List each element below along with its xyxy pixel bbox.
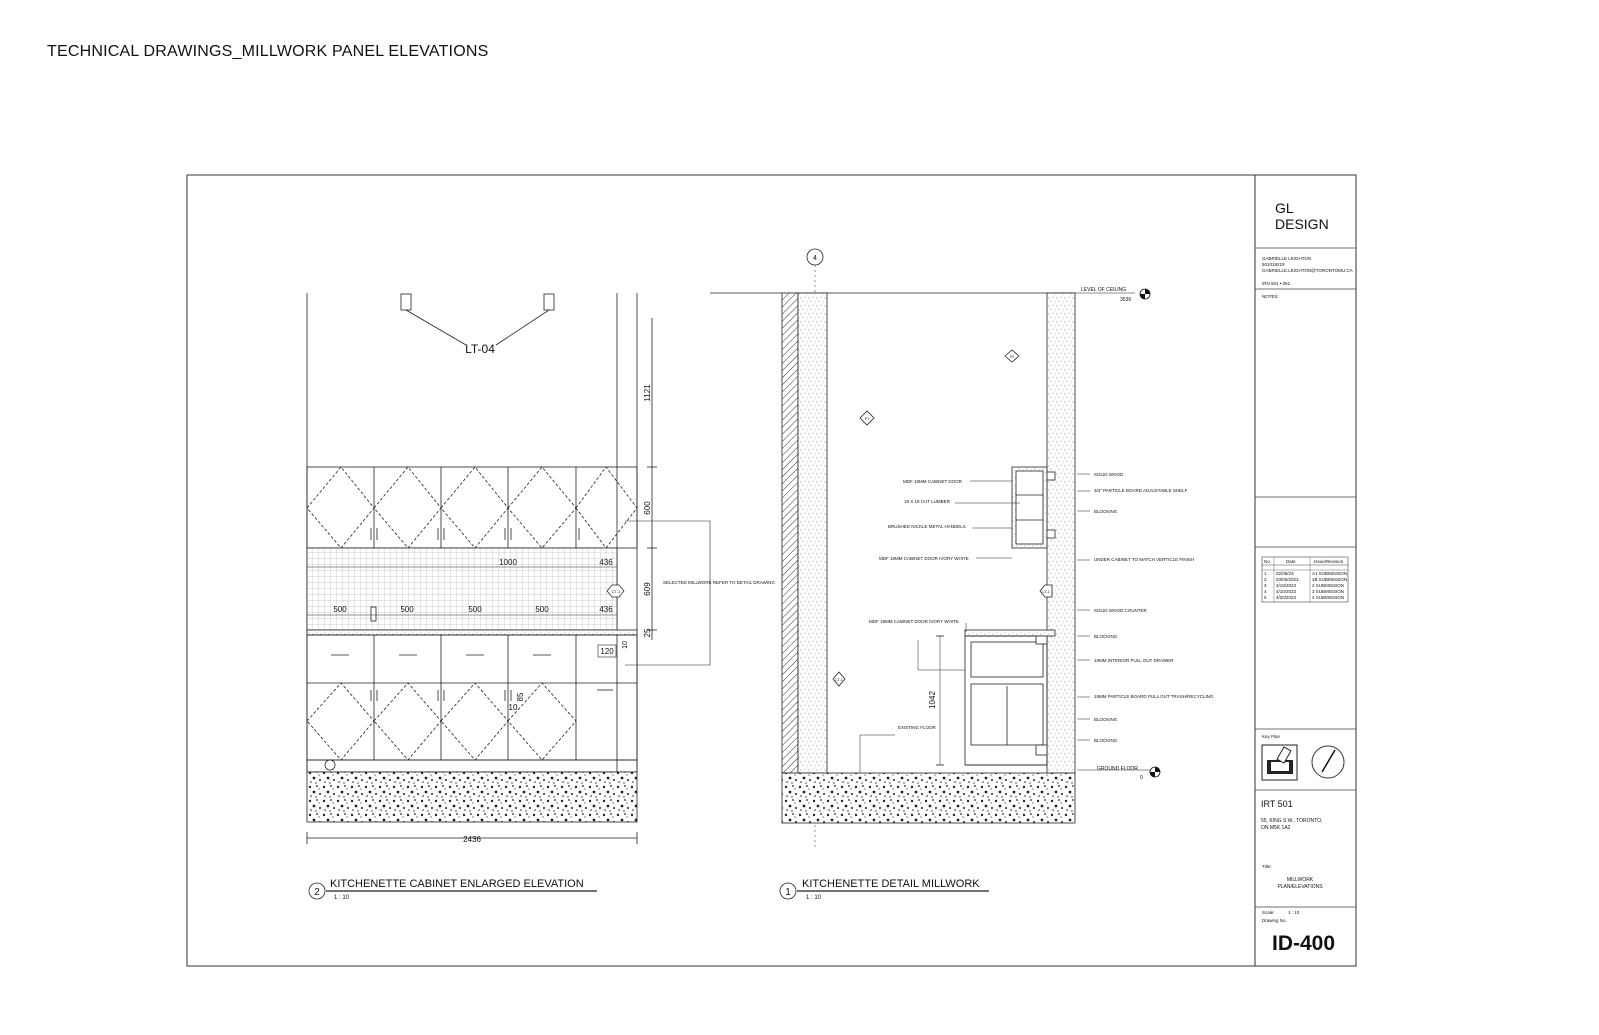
dim-25: 25 [643, 628, 652, 638]
callout-right: BLOCKING [1094, 738, 1118, 743]
rev-cell: 3 SUBMISSION [1312, 589, 1345, 594]
key-plan-icon [1262, 745, 1297, 780]
dim-436-bottom: 436 [599, 605, 613, 614]
rev-cell: 1 [1264, 571, 1267, 576]
callout-right: SOLID WOOD COUNTER [1094, 608, 1147, 613]
tag-ct1: CT-1 [1042, 590, 1050, 594]
elevation-title: KITCHENETTE DETAIL MILLWORK [802, 878, 980, 890]
dim-120: 120 [600, 647, 614, 656]
rev-cell: 3 [1264, 583, 1267, 588]
dim-1042: 1042 [928, 691, 937, 709]
notes-label: NOTES: [1262, 294, 1279, 299]
rev-cell: A1 SUBMISSION [1312, 571, 1348, 576]
dim-500: 500 [468, 605, 482, 614]
elevation-title: KITCHENETTE CABINET ENLARGED ELEVATION [330, 878, 584, 890]
callout-left: 19 X 19 CUT LUMBER [904, 499, 950, 504]
course-code: IRN 501 • 051 [1262, 281, 1291, 286]
dim-1121: 1121 [643, 384, 652, 402]
callout-left: MDF 19MM CABINET DOOR IVORY WHITE [879, 556, 969, 561]
drawing-title-line1: MILLWORK [1286, 877, 1314, 883]
revisions-table [1262, 557, 1348, 602]
callout-left: MDF 19MM CABINET DOOR IVORY WHITE [869, 619, 959, 624]
dim-500: 500 [333, 605, 347, 614]
dim-10: 10 [622, 641, 629, 649]
dim-1000: 1000 [499, 558, 517, 567]
callout-left: BRUSHED NICKLE METAL HANDELS [888, 524, 966, 529]
scale-label: Scale: [1262, 910, 1275, 915]
tag-ct1-lower: CT-1 [835, 678, 843, 682]
callout-right: 19MM INTERIOR PULL OUT DRAWER [1094, 658, 1174, 663]
address-line1: 55, KING S W., TORONTO, [1261, 818, 1323, 824]
page-title: TECHNICAL DRAWINGS_MILLWORK PANEL ELEVATIONS [47, 43, 489, 60]
rev-cell: 2 SUBMISSION [1312, 583, 1345, 588]
key-plan-label: Key Plan [1262, 734, 1281, 739]
designer-name: GABRIELLE LEIGHTON [1262, 256, 1312, 261]
kitchenette-elevation [307, 293, 710, 844]
dim-overall-width: 2436 [463, 835, 481, 844]
level-ceiling-label: LEVEL OF CEILING [1081, 287, 1127, 293]
dim-600: 600 [643, 501, 652, 515]
callout-right: BLOCKING [1094, 634, 1118, 639]
rev-cell: 03/05/2023 [1276, 577, 1299, 582]
tag-ct1: CT-1 [611, 589, 621, 594]
rev-cell: 5 [1264, 595, 1267, 600]
elevation-scale: 1 : 10 [334, 895, 350, 901]
elevation-number: 2 [314, 887, 320, 898]
light-tag: LT-04 [465, 342, 495, 356]
callout-right: BLOCKING [1094, 717, 1118, 722]
firm-name-line1: GL [1275, 200, 1294, 216]
rev-cell: 1B SUBMISSION [1312, 577, 1348, 582]
drawing-no-label: Drawing No. [1262, 918, 1287, 923]
designer-email: GABRIELLE.LEIGHTON@TORONTOMU.CA [1262, 268, 1353, 273]
tag-p1: P1 [864, 417, 870, 421]
elevation-left-title [309, 878, 597, 901]
rev-header-no: No. [1264, 559, 1272, 564]
rev-cell: 4 [1264, 589, 1267, 594]
dim-436-top: 436 [599, 558, 613, 567]
millwork-section [710, 249, 1150, 850]
elevation-right-title [780, 878, 989, 901]
title-label: Title: [1262, 864, 1272, 869]
ground-floor-label: GROUND FLOOR [1097, 766, 1138, 772]
firm-name-line2: DESIGN [1275, 216, 1329, 232]
elevation-scale: 1 : 10 [806, 895, 822, 901]
callout-right: 3/4" PARTICLE BOARD ADJUSTABLE SHELF [1094, 488, 1188, 493]
project-name: IRT 501 [1261, 799, 1293, 809]
existing-floor-label: EXISTING FLOOR [898, 725, 936, 730]
scale-value: 1 : 10 [1288, 910, 1300, 915]
level-ceiling-value: 3536 [1120, 297, 1132, 303]
callout-right: 19MM PARTICLE BOARD PULL OUT TRASH/RECYCLING [1094, 694, 1214, 699]
dim-500: 500 [535, 605, 549, 614]
rev-cell: 4/10/2023 [1276, 589, 1297, 594]
elevation-number: 1 [785, 887, 791, 898]
dim-85: 85 [516, 692, 525, 702]
rev-cell: 4/20/2023 [1276, 595, 1297, 600]
callout-right: SOLID WOOD [1094, 472, 1124, 477]
note-selected-millwork: SELECTED MILLWORK REFER TO DETAIL DRAWING [663, 580, 775, 585]
ground-floor-value: 0 [1140, 775, 1143, 781]
callout-right: BLOCKING [1094, 509, 1118, 514]
rev-cell: 4 SUBMISSION [1312, 595, 1345, 600]
rev-cell: 2 [1264, 577, 1267, 582]
rev-cell: 3/19/2023 [1276, 583, 1297, 588]
dim-10: 10 [508, 703, 518, 712]
grid-tag: 4 [813, 255, 817, 262]
drawing-title-line2: PLAN/ELEVATIONS [1277, 884, 1323, 890]
rev-header-issue: Issue/Revision [1314, 559, 1344, 564]
dim-609: 609 [643, 582, 652, 596]
callout-right: UNDER CABINET TO MATCH VERTICLE FINISH [1094, 557, 1195, 562]
rev-header-date: Date [1286, 559, 1296, 564]
callout-left: MDF 19MM CABINET DOOR [903, 479, 962, 484]
drawing-number: ID-400 [1272, 932, 1336, 955]
level-marker-ceiling-icon [1140, 289, 1150, 299]
rev-cell: 02/05/23 [1276, 571, 1294, 576]
dim-500: 500 [400, 605, 414, 614]
level-marker-floor-icon [1150, 767, 1160, 777]
student-number: 501019219 [1262, 262, 1285, 267]
north-arrow-icon [1312, 746, 1344, 778]
tag-p2: P2 [1009, 355, 1015, 359]
address-line2: ON M5K 1A2 [1261, 825, 1291, 831]
